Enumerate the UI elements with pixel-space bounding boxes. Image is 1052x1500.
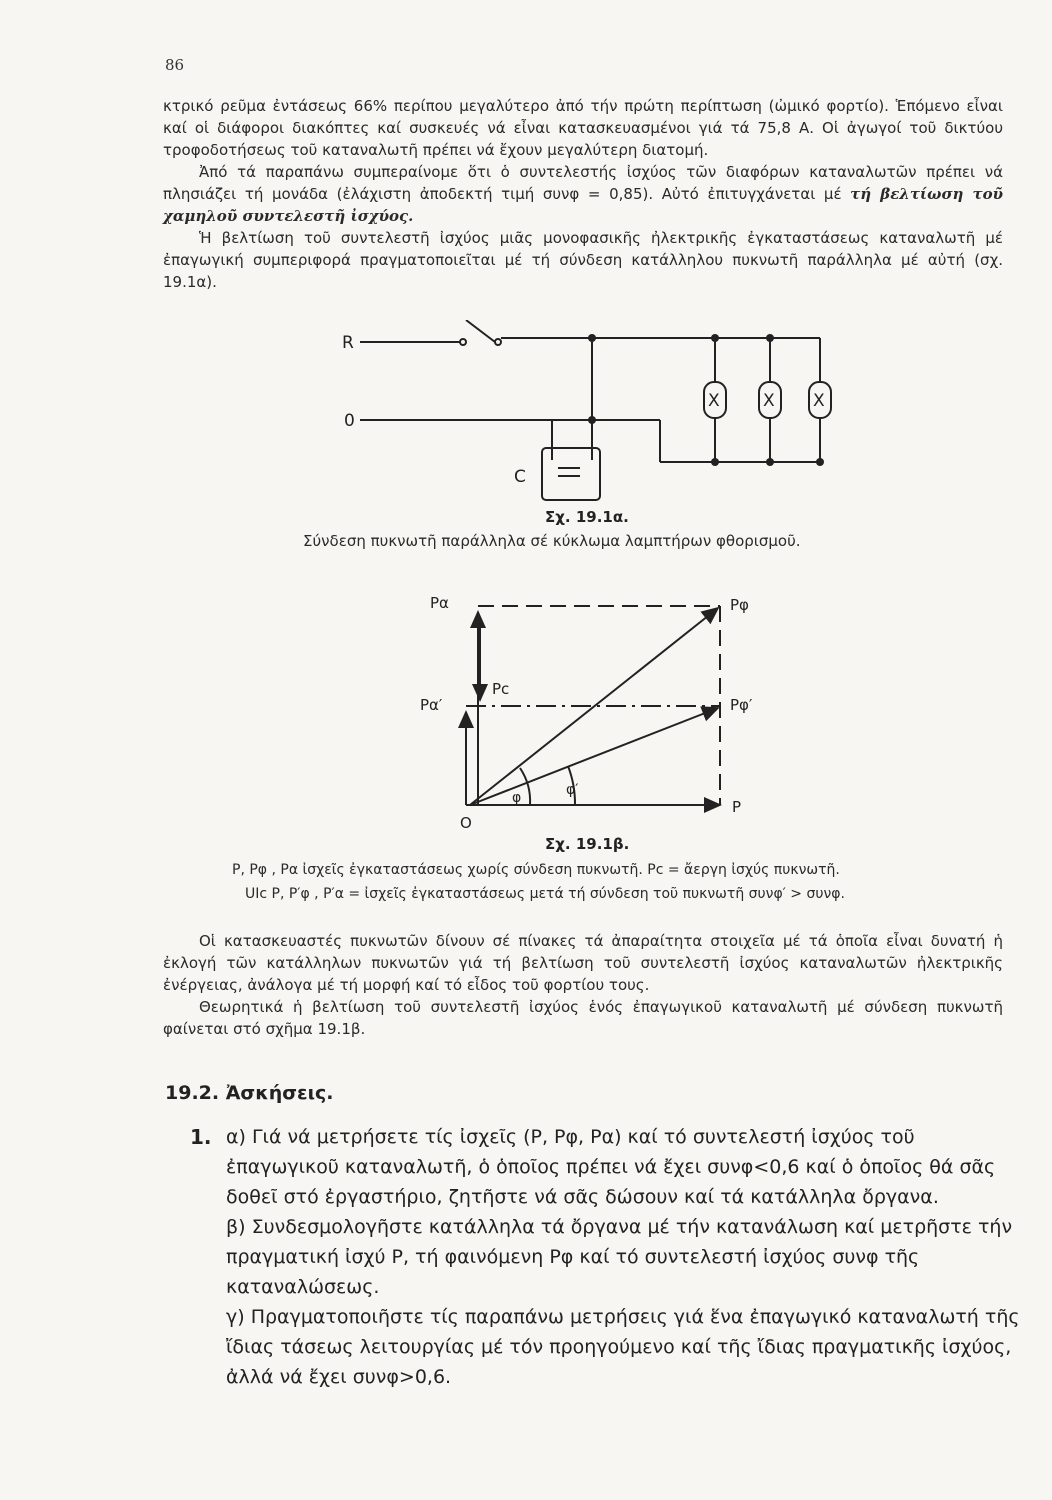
section-heading: 19.2. Ἀσκήσεις. [165,1082,334,1104]
label-Pphi-prime: Pφ′ [730,696,753,714]
circuit-diagram [330,320,850,520]
label-O: O [460,814,472,830]
power-vector-diagram [420,590,780,830]
figure-a-caption-text: Σύνδεση πυκνωτῆ παράλληλα σέ κύκλωμα λαμπτήρων φθορισμοῦ. [303,532,801,550]
exercise-1 [190,1122,1020,1392]
label-R: R [342,333,354,353]
figure-b-legend-1: P, Pφ , Pα ἰσχεῖς ἐγκαταστάσεως χωρίς σύνδεση πυκνωτῆ. Pc = ἄεργη ἰσχύς πυκνωτῆ. [232,862,840,878]
label-P: P [732,798,742,816]
lamp-3: X [813,391,825,411]
figure-a-caption-title: Σχ. 19.1α. [545,508,629,526]
label-phi: φ [512,790,522,806]
paragraph-2-emphasis: τή βελτίωση τοῦ χαμηλοῦ συντελεστῆ ἰσχύος. [163,185,1003,225]
label-Pc: Pc [492,680,510,698]
label-C: C [514,467,526,487]
figure-b-caption-title: Σχ. 19.1β. [545,835,630,853]
lamp-1: X [708,391,720,411]
label-phi-prime: φ′ [566,782,579,798]
exercise-item-c: γ) Πραγματοποιῆστε τίς παραπάνω μετρήσεις γιά ἕνα ἐπαγωγικό καταναλωτή τῆς ἴδιας τάσεως λειτουργίας μέ τόν προηγούμενο καί τῆς ἴδιας πραγματικῆς ἰσχύος, ἀλλά νά ἔχει συνφ>0,6. [226,1306,1020,1388]
exercise-number: 1. [190,1125,212,1149]
paragraph-4: Οἱ κατασκευαστές πυκνωτῶν δίνουν σέ πίνακες τά ἀπαραίτητα στοιχεῖα μέ τά ὁποῖα εἶναι δυνατή ἡ ἐκλογή τῶν κατάλληλων πυκνωτῶν γιά τή βελτίωση τοῦ συντελεστῆ ἰσχύος καταναλωτῶν ἠλεκτρικῆς ἐνέργειας, ἀνάλογα μέ τή μορφή καί τό εἶδος τοῦ φορτίου τους. [163,932,1003,994]
paragraph-5: Θεωρητικά ἡ βελτίωση τοῦ συντελεστῆ ἰσχύος ἑνός ἐπαγωγικοῦ καταναλωτῆ μέ σύνδεση πυκνωτῆ φαίνεται στό σχῆμα 19.1β. [163,998,1003,1038]
paragraph-3: Ἡ βελτίωση τοῦ συντελεστῆ ἰσχύος μιᾶς μονοφασικῆς ἠλεκτρικῆς ἐγκαταστάσεως καταναλωτῆ μέ ἐπαγωγική συμπεριφορά πραγματοποιεῖται μέ τή σύνδεση κατάλληλου πυκνωτῆ παράλληλα μέ αὐτή (σχ. 19.1α). [163,229,1003,291]
body-text-top [163,95,1003,293]
exercise-item-b: β) Συνδεσμολογῆστε κατάλληλα τά ὄργανα μέ τήν κατανάλωση καί μετρῆστε τήν πραγματική ἰσχύ P, τή φαινόμενη Pφ καί τό συντελεστή ἰσχύος συνφ τῆς καταναλώσεως. [226,1216,1013,1298]
label-Pa: Pα [430,594,449,612]
lamp-2: X [763,391,775,411]
paragraph-2 [163,161,1003,227]
paragraph-1: κτρικό ρεῦμα ἐντάσεως 66% περίπου μεγαλύτερο ἀπό τήν πρώτη περίπτωση (ὠμικό φορτίο). Ἑπόμενο εἶναι καί οἱ διάφοροι διακόπτες καί συσκευές νά εἶναι κατασκευασμένοι γιά τά 75,8 Α. Οἱ ἀγωγοί τοῦ δικτύου τροφοδοτήσεως τοῦ καταναλωτῆ πρέπει νά ἔχουν μεγαλύτερη διατομή. [163,97,1003,159]
label-Pa-prime: Pα′ [420,696,443,714]
page-number: 86 [165,56,185,74]
label-0: 0 [344,411,355,431]
exercise-item-a: α) Γιά νά μετρήσετε τίς ἰσχεῖς (P, Pφ, Pα) καί τό συντελεστή ἰσχύος τοῦ ἐπαγωγικοῦ καταναλωτῆ, ὁ ὁποῖος πρέπει νά ἔχει συνφ<0,6 καί ὁ ὁποῖος θά σᾶς δοθεῖ στό ἐργαστήριο, ζητῆστε νά σᾶς δώσουν καί τά κατάλληλα ὄργανα. [226,1126,996,1208]
body-text-bottom [163,930,1003,1040]
label-Pphi: Pφ [730,596,749,614]
figure-b-legend-2: UIc P, P′φ , P′α = ἰσχεῖς ἐγκαταστάσεως μετά τή σύνδεση τοῦ πυκνωτῆ συνφ′ > συνφ. [245,886,845,902]
paragraph-2-text: Ἀπό τά παραπάνω συμπεραίνομε ὅτι ὁ συντελεστής ἰσχύος τῶν διαφόρων καταναλωτῶν πρέπει νά πλησιάζει τή μονάδα (ἐλάχιστη ἀποδεκτή τιμή συνφ = 0,85). Αὐτό ἐπιτυγχάνεται μέ [163,163,1003,203]
